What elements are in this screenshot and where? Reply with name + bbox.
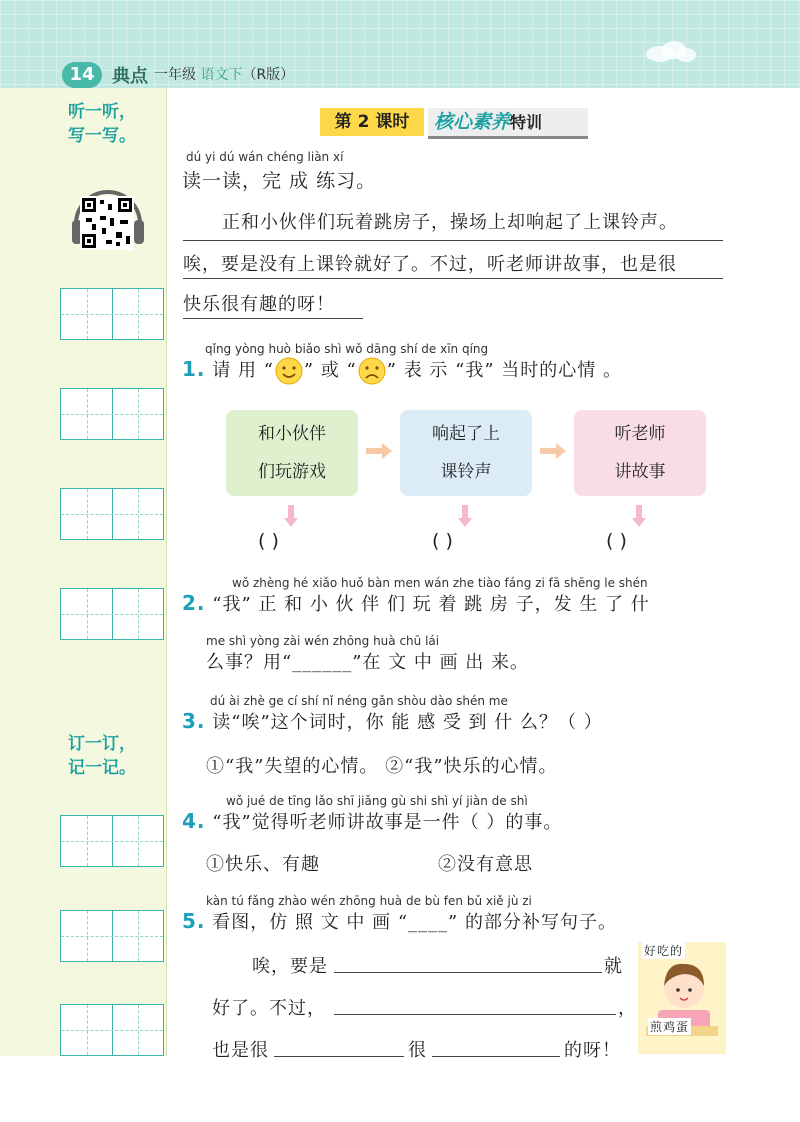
instruction: 读一读，完 成 练习。 bbox=[182, 170, 377, 192]
listen-title: 听一听， 写一写。 bbox=[68, 102, 136, 146]
option-a: ①快乐、有趣 bbox=[206, 854, 320, 875]
sad-face-icon bbox=[357, 356, 387, 386]
lesson-topic: 核心素养特训 bbox=[428, 108, 588, 139]
lesson-label: 第 2 课时 bbox=[320, 108, 424, 136]
underline bbox=[183, 240, 723, 241]
fill-line-2-start: 好了。不过， bbox=[212, 998, 326, 1019]
note-title: 订一订， 记一记。 bbox=[68, 734, 136, 778]
writing-grid[interactable] bbox=[60, 488, 164, 540]
pinyin: me shì yòng zài wén zhōng huà chū lái bbox=[206, 634, 440, 648]
underline bbox=[183, 318, 363, 319]
picture-label-top: 好吃的 bbox=[644, 944, 684, 958]
fill-line-1-start: 唉，要是 bbox=[252, 956, 328, 977]
fill-line-2-end: ， bbox=[618, 998, 637, 1019]
lesson-title bbox=[320, 108, 588, 136]
picture-label-bottom: 煎鸡蛋 bbox=[650, 1020, 690, 1034]
writing-grid[interactable] bbox=[60, 288, 164, 340]
question-2: 2. “我” 正 和 小 伙 伴 们 玩 着 跳 房 子，发 生 了 什 bbox=[182, 591, 650, 615]
scene-box: 听老师 讲故事 bbox=[574, 410, 706, 496]
fill-blank[interactable] bbox=[274, 1056, 404, 1057]
logo: 典点 bbox=[112, 66, 148, 87]
pinyin: kàn tú fǎng zhào wén zhōng huà de bù fen bǔ xiě jù zi bbox=[206, 894, 532, 908]
question-3-options: ①“我”失望的心情。 ②“我”快乐的心情。 bbox=[206, 756, 558, 777]
book-title bbox=[154, 64, 294, 84]
question-5: 5. 看图，仿 照 文 中 画 “____” 的部分补写句子。 bbox=[182, 909, 617, 933]
pinyin: qǐng yòng huò biǎo shì wǒ dāng shí de xīn qíng bbox=[205, 342, 489, 356]
question-2-line2: 么事？用“______”在 文 中 画 出 来。 bbox=[206, 652, 530, 673]
fill-line-3-start: 也是很 bbox=[212, 1040, 269, 1061]
writing-grid[interactable] bbox=[60, 388, 164, 440]
fill-line-1-end: 就 bbox=[604, 956, 623, 977]
arrow-down-icon bbox=[458, 505, 472, 527]
qr-code[interactable] bbox=[80, 196, 134, 250]
page-number: 14 bbox=[62, 62, 102, 88]
question-3: 3. 读“唉”这个词时，你 能 感 受 到 什 么？（ ） bbox=[182, 709, 603, 733]
passage-line: 正和小伙伴们玩着跳房子，操场上却响起了上课铃声。 bbox=[222, 212, 678, 233]
arrow-down-icon bbox=[632, 505, 646, 527]
answer-blank[interactable]: ( ) bbox=[258, 530, 279, 552]
fill-line-3-end: 的呀！ bbox=[564, 1040, 621, 1061]
arrow-right-icon bbox=[540, 443, 566, 459]
underline bbox=[183, 278, 723, 279]
arrow-down-icon bbox=[284, 505, 298, 527]
writing-grid[interactable] bbox=[60, 815, 164, 867]
fill-blank[interactable] bbox=[432, 1056, 560, 1057]
arrow-right-icon bbox=[366, 443, 392, 459]
pinyin: wǒ jué de tīng lǎo shī jiǎng gù shi shì yí jiàn de shì bbox=[226, 794, 528, 808]
pinyin: dú ài zhè ge cí shí nǐ néng gǎn shòu dào shén me bbox=[210, 694, 508, 708]
passage-line: 唉，要是没有上课铃就好了。不过，听老师讲故事，也是很 bbox=[183, 254, 677, 275]
subject-label: 语文下 bbox=[200, 67, 243, 83]
edition-label: （R版） bbox=[242, 67, 295, 83]
grade-label: 一年级 bbox=[154, 67, 196, 83]
scene-box: 响起了上 课铃声 bbox=[400, 410, 532, 496]
fill-blank[interactable] bbox=[334, 1014, 616, 1015]
question-1: 1. 请 用 “ ” 或 “ ” 表 示 “我” 当时的心情 。 bbox=[182, 356, 622, 386]
writing-grid[interactable] bbox=[60, 1004, 164, 1056]
passage-line: 快乐很有趣的呀！ bbox=[183, 294, 335, 315]
pinyin: dú yi dú wán chéng liàn xí bbox=[186, 150, 344, 164]
scene-box: 和小伙伴 们玩游戏 bbox=[226, 410, 358, 496]
writing-grid[interactable] bbox=[60, 910, 164, 962]
answer-blank[interactable]: ( ) bbox=[432, 530, 453, 552]
happy-face-icon bbox=[274, 356, 304, 386]
option-b: ②没有意思 bbox=[438, 854, 533, 875]
answer-blank[interactable]: ( ) bbox=[606, 530, 627, 552]
fill-blank[interactable] bbox=[334, 972, 602, 973]
question-4: 4. “我”觉得听老师讲故事是一件（ ）的事。 bbox=[182, 809, 563, 833]
cloud-icon bbox=[640, 38, 700, 64]
writing-grid[interactable] bbox=[60, 588, 164, 640]
fill-line-3-mid: 很 bbox=[408, 1040, 427, 1061]
pinyin: wǒ zhèng hé xiǎo huǒ bàn men wán zhe tiào fáng zi fā shēng le shén bbox=[232, 576, 648, 590]
